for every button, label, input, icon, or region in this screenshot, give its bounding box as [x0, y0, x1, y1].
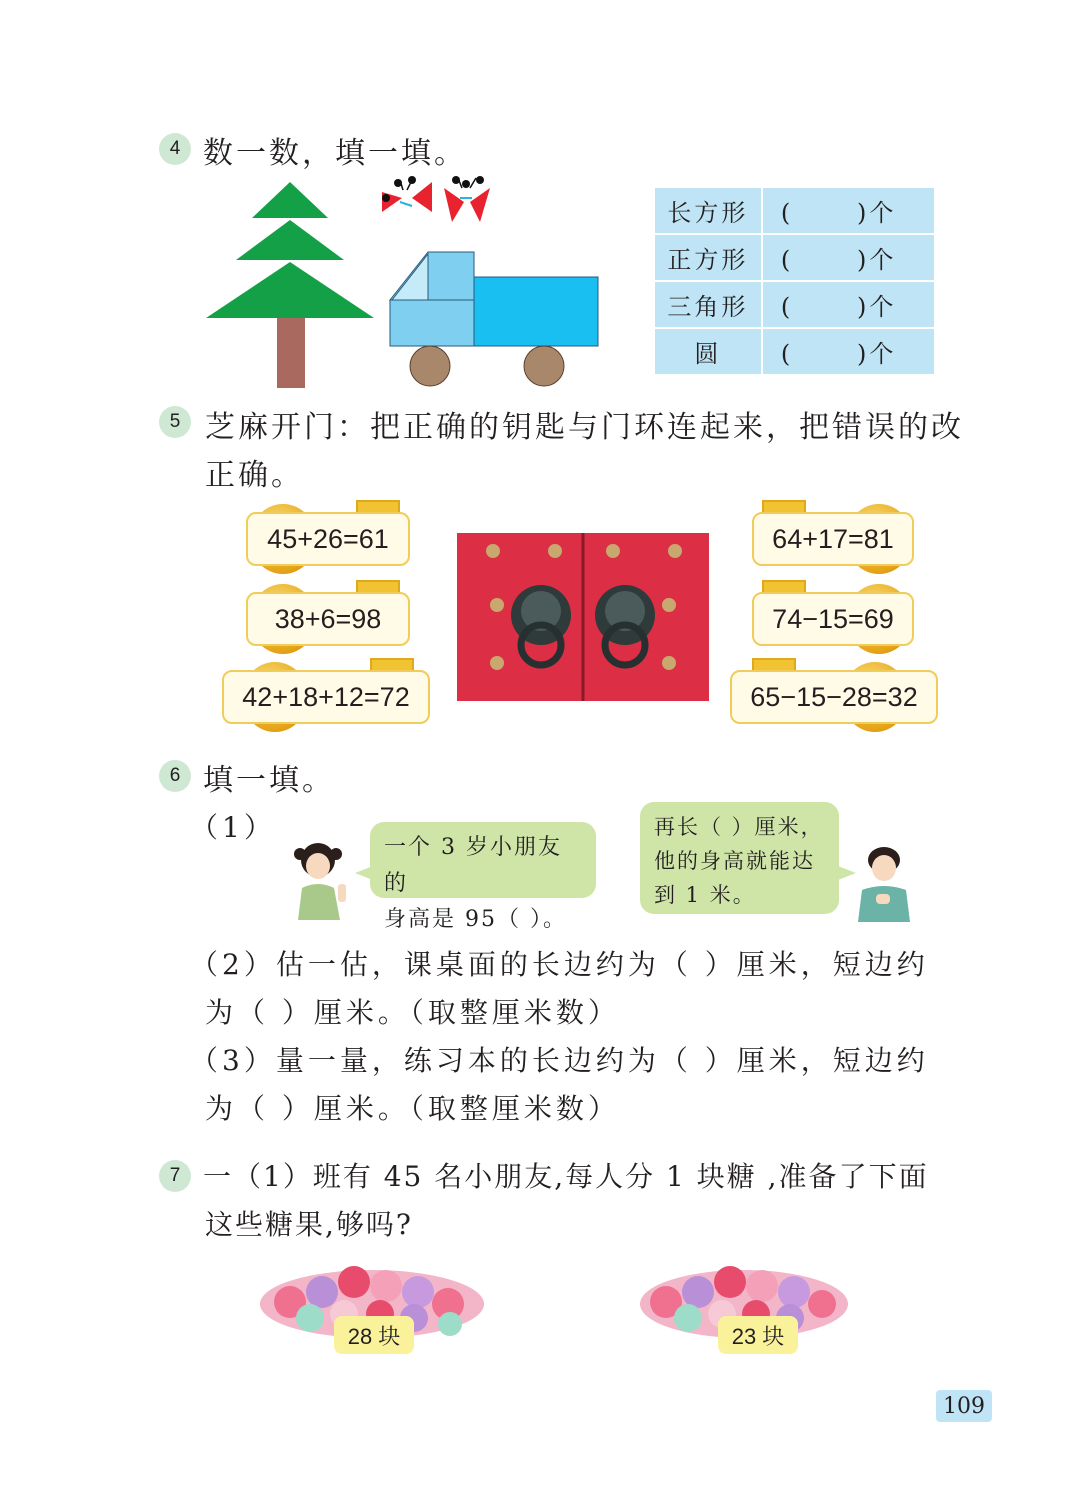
candy-count-left: 28 块 [334, 1316, 414, 1354]
question-4-title: 数一数，填一填。 [203, 136, 467, 171]
question-5-title-line1: 芝麻开门：把正确的钥匙与门环连起来，把错误的改 [205, 410, 964, 445]
bubble-text-line[interactable]: 再长（ ）厘米， [654, 815, 824, 839]
speech-bubble-girl [370, 822, 596, 932]
question-number-6: 6 [159, 760, 191, 792]
key-equation: 65−15−28=32 [730, 670, 938, 724]
table-row [654, 281, 935, 328]
truck-figure [390, 252, 598, 386]
question-6-part3-line1: （3）量一量，练习本的长边约为（ ）厘米，短边约 [190, 1044, 929, 1077]
bubble-text-line: 一个 3 岁小朋友的 [384, 835, 562, 896]
question-5-title-line2: 正确。 [205, 458, 304, 493]
key-right-3[interactable] [730, 670, 938, 724]
key-equation: 64+17=81 [752, 512, 914, 566]
key-left-3[interactable] [222, 670, 430, 724]
key-equation: 45+26=61 [246, 512, 410, 566]
count-blank[interactable]: ( )个 [762, 187, 935, 234]
butterfly-figure-right [444, 176, 490, 222]
count-blank[interactable]: ( )个 [762, 328, 935, 375]
key-right-1[interactable] [752, 512, 914, 566]
question-6-part2-line1: （2）估一估，课桌面的长边约为（ ）厘米，短边约 [190, 948, 929, 981]
shape-name: 圆 [654, 328, 762, 375]
key-right-2[interactable] [752, 592, 914, 646]
bubble-text-line: 他的身高就能达 [654, 849, 815, 873]
shape-count-table [653, 186, 936, 376]
question-6-part1-label: （1） [190, 811, 276, 844]
table-row [654, 187, 935, 234]
count-blank[interactable]: ( )个 [762, 281, 935, 328]
count-blank[interactable]: ( )个 [762, 234, 935, 281]
key-left-1[interactable] [246, 512, 410, 566]
table-row [654, 234, 935, 281]
table-row [654, 328, 935, 375]
red-door-image [457, 533, 709, 701]
shapes-illustration [200, 170, 610, 395]
page-number: 109 [936, 1390, 992, 1422]
shape-name: 长方形 [654, 187, 762, 234]
question-6-title: 填一填。 [203, 763, 335, 798]
question-number-5: 5 [159, 406, 191, 438]
question-6-part3-line2: 为（ ）厘米。（取整厘米数） [205, 1092, 620, 1125]
boy-figure [852, 844, 914, 922]
question-number-4: 4 [159, 133, 191, 165]
bubble-text-line: 到 1 米。 [654, 883, 756, 907]
bubble-tail [355, 866, 373, 880]
shape-name: 三角形 [654, 281, 762, 328]
question-7-title-line2: 这些糖果,够吗? [205, 1208, 413, 1241]
girl-figure [290, 840, 352, 920]
key-equation: 42+18+12=72 [222, 670, 430, 724]
bubble-text-line[interactable]: 身高是 95（ ）。 [384, 907, 567, 932]
shape-name: 正方形 [654, 234, 762, 281]
butterfly-figure-left [382, 176, 432, 212]
tree-figure [206, 182, 374, 388]
key-equation: 74−15=69 [752, 592, 914, 646]
speech-bubble-boy [640, 802, 839, 914]
question-number-7: 7 [159, 1160, 191, 1192]
key-left-2[interactable] [246, 592, 410, 646]
candy-count-right: 23 块 [718, 1316, 798, 1354]
key-equation: 38+6=98 [246, 592, 410, 646]
question-7-title-line1: 一（1）班有 45 名小朋友,每人分 1 块糖 ,准备了下面 [203, 1160, 929, 1193]
question-6-part2-line2: 为（ ）厘米。（取整厘米数） [205, 996, 620, 1029]
